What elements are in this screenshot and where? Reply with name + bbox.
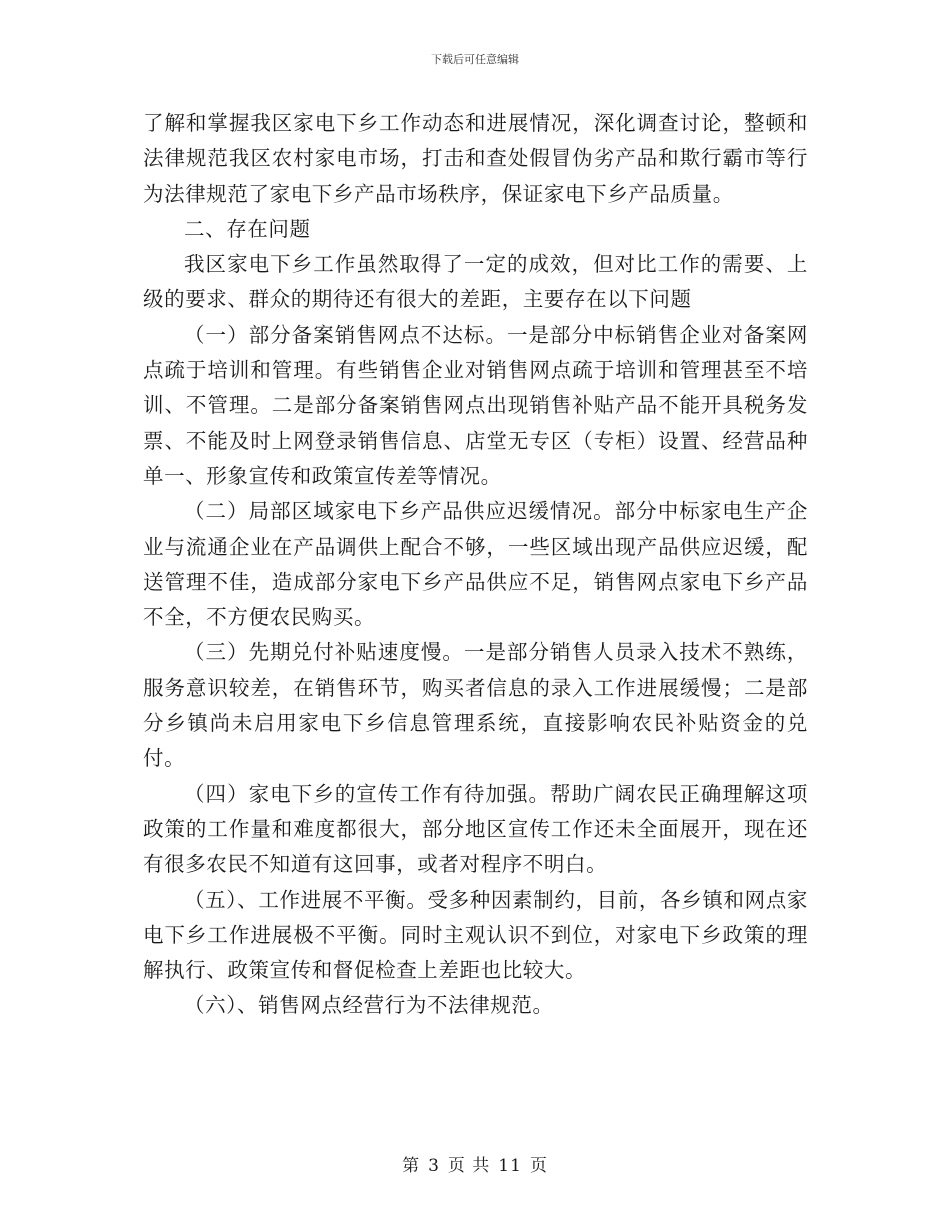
paragraph-issue-3: （三）先期兑付补贴速度慢。一是部分销售人员录入技术不熟练，服务意识较差，在销售环节，购买者信息的录入工作进展缓慢；二是部分乡镇尚未启用家电下乡信息管理系统，直接影响农民补贴资金的兑付。 bbox=[143, 640, 808, 771]
page-number-footer bbox=[0, 1155, 950, 1177]
paragraph-issue-1: （一）部分备案销售网点不达标。一是部分中标销售企业对备案网点疏于培训和管理。有些销售企业对销售网点疏于培训和管理甚至不培训、不管理。二是部分备案销售网点出现销售补贴产品不能开具税务发票、不能及时上网登录销售信息、店堂无专区（专柜）设置、经营品种单一、形象宣传和政策宣传差等情况。 bbox=[143, 322, 808, 488]
paragraph-issue-4: （四）家电下乡的宣传工作有待加强。帮助广阔农民正确理解这项政策的工作量和难度都很大，部分地区宣传工作还未全面展开，现在还有很多农民不知道有这回事，或者对程序不明白。 bbox=[143, 781, 808, 877]
footer-prefix: 第 bbox=[402, 1156, 421, 1176]
paragraph-issue-6: （六）、销售网点经营行为不法律规范。 bbox=[184, 993, 554, 1018]
paragraph-intro: 我区家电下乡工作虽然取得了一定的成效，但对比工作的需要、上级的要求、群众的期待还有很大的差距，主要存在以下问题 bbox=[143, 252, 808, 312]
section-heading: 二、存在问题 bbox=[184, 216, 311, 241]
footer-suffix: 页 bbox=[529, 1156, 548, 1176]
paragraph-issue-2: （二）局部区域家电下乡产品供应迟缓情况。部分中标家电生产企业与流通企业在产品调供上配合不够，一些区域出现产品供应迟缓，配送管理不佳，造成部分家电下乡产品供应不足，销售网点家电下乡产品不全，不方便农民购买。 bbox=[143, 499, 808, 630]
header-note: 下载后可任意编辑 bbox=[431, 53, 519, 66]
paragraph-issue-5: （五）、工作进展不平衡。受多种因素制约，目前，各乡镇和网点家电下乡工作进展极不平衡。同时主观认识不到位，对家电下乡政策的理解执行、政策宣传和督促检查上差距也比较大。 bbox=[143, 887, 808, 983]
total-page-count: 11 bbox=[498, 1156, 522, 1176]
footer-middle: 页 共 bbox=[447, 1156, 491, 1176]
paragraph-continuation: 了解和掌握我区家电下乡工作动态和进展情况，深化调查讨论，整顿和法律规范我区农村家电市场，打击和查处假冒伪劣产品和欺行霸市等行为法律规范了家电下乡产品市场秩序，保证家电下乡产品质量。 bbox=[143, 111, 808, 206]
document-body bbox=[143, 106, 808, 1024]
current-page-number: 3 bbox=[428, 1156, 440, 1176]
